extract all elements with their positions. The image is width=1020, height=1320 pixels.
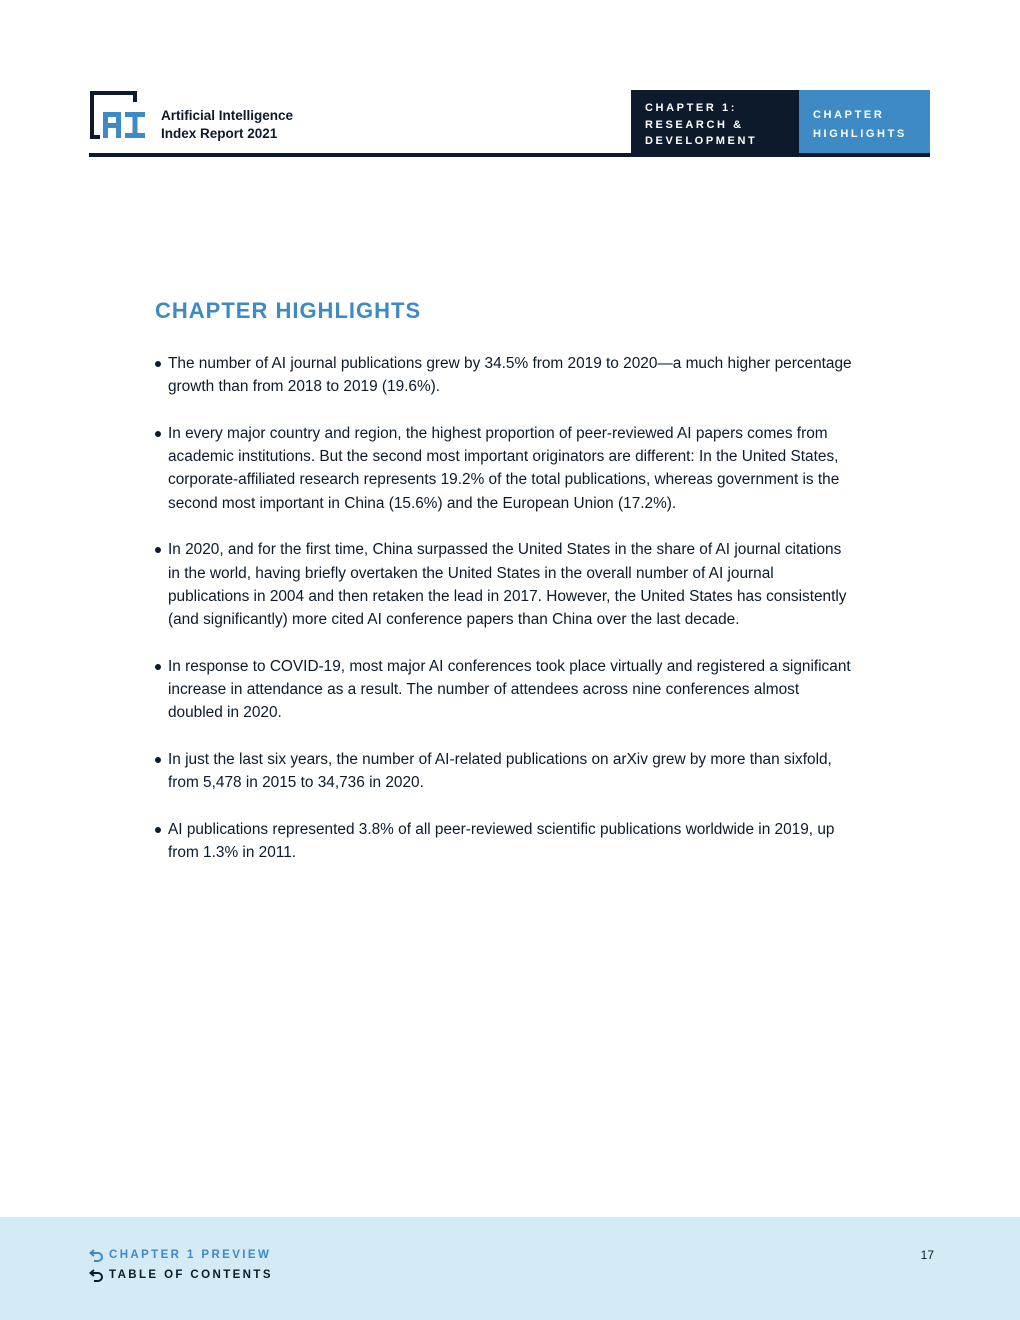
bullet-text: In just the last six years, the number of AI-related publications on arXiv grew by more than sixfold, from 5,478 in 2015 to 34,736 in 2020. xyxy=(168,751,832,792)
bullet-dot-icon xyxy=(155,664,161,670)
bullet-dot-icon xyxy=(155,827,161,833)
bullet-dot-icon xyxy=(155,547,161,553)
bullet-dot-icon xyxy=(155,361,161,367)
chapter-1-preview-label: CHAPTER 1 PREVIEW xyxy=(109,1249,272,1261)
tab-highlights-line-1: CHAPTER xyxy=(813,109,885,121)
bullet-text: In response to COVID-19, most major AI conferences took place virtually and registered a significant increase in attendance as a result. The number of attendees across nine conferences almost doubled in 2020. xyxy=(168,657,851,722)
tab-chapter-line-2: RESEARCH & xyxy=(645,118,744,131)
table-of-contents-label: TABLE OF CONTENTS xyxy=(109,1269,273,1281)
ai-index-logo-icon xyxy=(89,90,149,140)
tab-chapter-line-3: DEVELOPMENT xyxy=(645,135,758,147)
tab-chapter-1[interactable] xyxy=(631,90,799,153)
return-arrow-icon xyxy=(89,1248,105,1262)
list-item xyxy=(155,422,855,515)
return-arrow-icon xyxy=(89,1268,105,1282)
bullet-dot-icon xyxy=(155,431,161,437)
main-content xyxy=(155,296,855,888)
tab-chapter-highlights[interactable] xyxy=(799,90,930,153)
report-title xyxy=(161,107,293,143)
list-item xyxy=(155,352,855,399)
page-title: CHAPTER HIGHLIGHTS xyxy=(155,298,422,323)
page-number: 17 xyxy=(920,1248,934,1262)
tab-highlights-line-2: HIGHLIGHTS xyxy=(813,128,907,140)
page-header xyxy=(89,90,930,157)
bullet-text: AI publications represented 3.8% of all peer-reviewed scientific publications worldwide in 2019, up from 1.3% in 2011. xyxy=(168,820,835,862)
page-footer xyxy=(0,1217,1020,1320)
bullet-text: The number of AI journal publications grew by 34.5% from 2019 to 2020—a much higher percentage growth than from 2018 to 2019 (19.6%). xyxy=(168,355,852,396)
chapter-1-preview-link[interactable] xyxy=(89,1246,271,1264)
list-item xyxy=(155,818,855,865)
bullet-dot-icon xyxy=(155,757,161,763)
bullet-text: In 2020, and for the first time, China surpassed the United States in the share of AI journal citations in the world, having briefly overtaken the United States in the overall number of AI journal publications in 2004 and then retaken the lead in 2017. However, the United States has consistently (and significantly) more cited AI conference papers than China over the last decade. xyxy=(168,541,847,629)
report-title-line-1: Artificial Intelligence xyxy=(161,108,294,123)
bullet-text: In every major country and region, the highest proportion of peer-reviewed AI papers comes from academic institutions. But the second most important originators are different: In the United States, corporate-affiliated research represents 19.2% of the total publications, whereas government is the second most important in China (15.6%) and the European Union (17.2%). xyxy=(168,424,840,512)
highlights-list xyxy=(155,352,855,865)
list-item xyxy=(155,655,855,725)
header-divider xyxy=(89,153,930,157)
list-item xyxy=(155,538,855,631)
list-item xyxy=(155,748,855,795)
report-title-line-2: Index Report 2021 xyxy=(161,126,278,141)
tab-chapter-line-1: CHAPTER 1: xyxy=(645,102,738,114)
table-of-contents-link[interactable] xyxy=(89,1266,273,1284)
